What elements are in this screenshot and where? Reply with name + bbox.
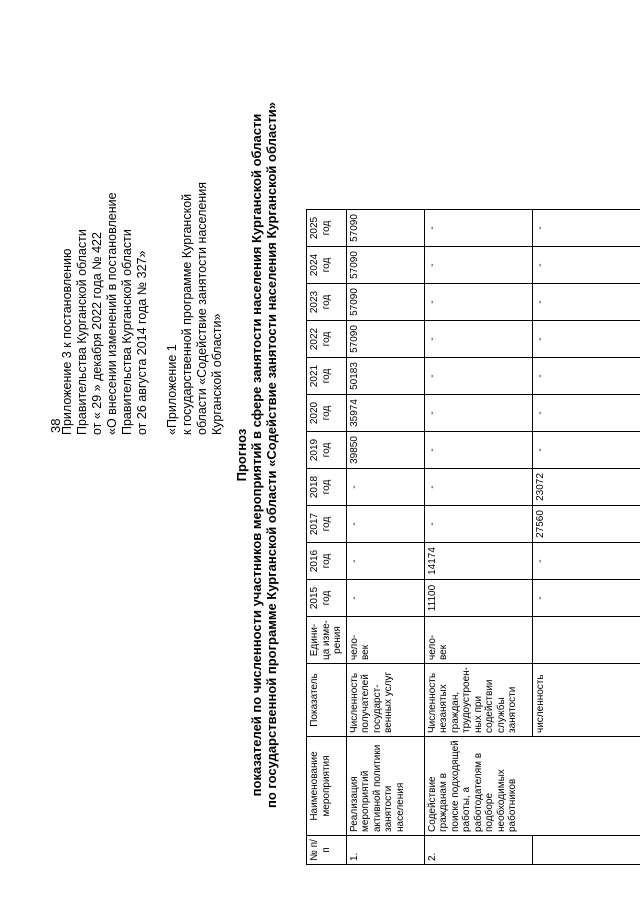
appendix-note-line: к государственной программе Курганской <box>180 193 194 435</box>
col-header-year: 2018 год <box>307 469 347 506</box>
cell-value: - <box>346 469 424 506</box>
col-header-year: 2022 год <box>307 321 347 358</box>
cell-value: - <box>532 580 640 617</box>
cell-value: - <box>532 358 640 395</box>
cell-value: 14174 <box>424 543 532 580</box>
cell-value: 57090 <box>346 247 424 284</box>
table-row <box>346 210 424 865</box>
col-header-unit: Едини-ца изме-рения <box>307 617 347 664</box>
col-header-year: 2020 год <box>307 395 347 432</box>
cell-value: 57090 <box>346 321 424 358</box>
forecast-table <box>306 209 640 865</box>
cell-value: - <box>424 469 532 506</box>
cell-value: 57090 <box>346 210 424 247</box>
cell-no: 1. <box>346 836 424 865</box>
cell-indicator: Численность незанятых граждан, трудоустроен-ных при содействии службы занятости <box>424 664 532 737</box>
cell-value: - <box>532 247 640 284</box>
appendix-note-line: области «Содействие занятости населения <box>195 182 209 435</box>
appendix-note-line: Курганской области» <box>210 313 224 435</box>
col-header-name: Наименование мероприятия <box>307 737 347 836</box>
header-note-line: от 26 августа 2014 года № 327» <box>135 250 149 435</box>
cell-value: - <box>532 395 640 432</box>
cell-value: 23072 <box>532 469 640 506</box>
col-header-year: 2021 год <box>307 358 347 395</box>
table-header-row <box>307 210 347 865</box>
cell-value: - <box>424 210 532 247</box>
cell-indicator: численность <box>532 664 640 737</box>
cell-value: - <box>532 284 640 321</box>
cell-value: - <box>424 395 532 432</box>
document-title <box>234 65 279 845</box>
appendix-note <box>165 15 225 435</box>
cell-value: - <box>532 210 640 247</box>
col-header-year: 2016 год <box>307 543 347 580</box>
cell-value: - <box>424 321 532 358</box>
table-row <box>424 210 532 865</box>
cell-value: 39850 <box>346 432 424 469</box>
header-note-line: Приложение 3 к постановлению <box>60 248 74 435</box>
cell-unit: чело-век <box>424 617 532 664</box>
cell-value: - <box>346 580 424 617</box>
header-note-line: Правительства Курганской области <box>75 229 89 435</box>
cell-value: - <box>346 543 424 580</box>
header-note-line: Правительства Курганской области <box>120 229 134 435</box>
col-header-no: № п/п <box>307 836 347 865</box>
cell-value: - <box>346 506 424 543</box>
cell-value: 27560 <box>532 506 640 543</box>
cell-value: - <box>424 247 532 284</box>
title-line: по государственной программе Курганской области «Содействие занятости населения Курганской области» <box>264 102 279 808</box>
title-line: показателей по численности участников мероприятий в сфере занятости населения Курганской области <box>249 113 264 797</box>
cell-unit <box>532 617 640 664</box>
appendix-note-line: «Приложение 1 <box>165 344 179 435</box>
cell-value: - <box>532 321 640 358</box>
col-header-year: 2024 год <box>307 247 347 284</box>
cell-no: 2. <box>424 836 532 865</box>
col-header-year: 2019 год <box>307 432 347 469</box>
cell-value: - <box>532 543 640 580</box>
header-note-line: «О внесении изменений в постановление <box>105 192 119 435</box>
cell-value: - <box>424 358 532 395</box>
cell-value: 50183 <box>346 358 424 395</box>
cell-indicator: Численность получателей государст-венных услуг <box>346 664 424 737</box>
col-header-year: 2023 год <box>307 284 347 321</box>
title-line: Прогноз <box>234 428 249 482</box>
header-note <box>60 15 150 435</box>
cell-name: Содействие гражданам в поиске подходящей работы, а работодателям в подборе необходимых работников <box>424 737 640 836</box>
cell-value: - <box>424 506 532 543</box>
cell-value: - <box>424 284 532 321</box>
page-number: 38 <box>48 418 63 433</box>
col-header-year: 2015 год <box>307 580 347 617</box>
col-header-indicator: Показатель <box>307 664 347 737</box>
col-header-year: 2025 год <box>307 210 347 247</box>
cell-name: Реализация мероприятий активной политики занятости населения <box>346 737 424 836</box>
header-note-line: от « 29 » декабря 2022 года № 422 <box>90 232 104 435</box>
cell-value: - <box>424 432 532 469</box>
cell-no <box>532 836 640 865</box>
col-header-year: 2017 год <box>307 506 347 543</box>
cell-value: 35974 <box>346 395 424 432</box>
cell-value: - <box>532 432 640 469</box>
cell-value: 57090 <box>346 284 424 321</box>
cell-unit: чело-век <box>346 617 424 664</box>
cell-value: 11100 <box>424 580 532 617</box>
